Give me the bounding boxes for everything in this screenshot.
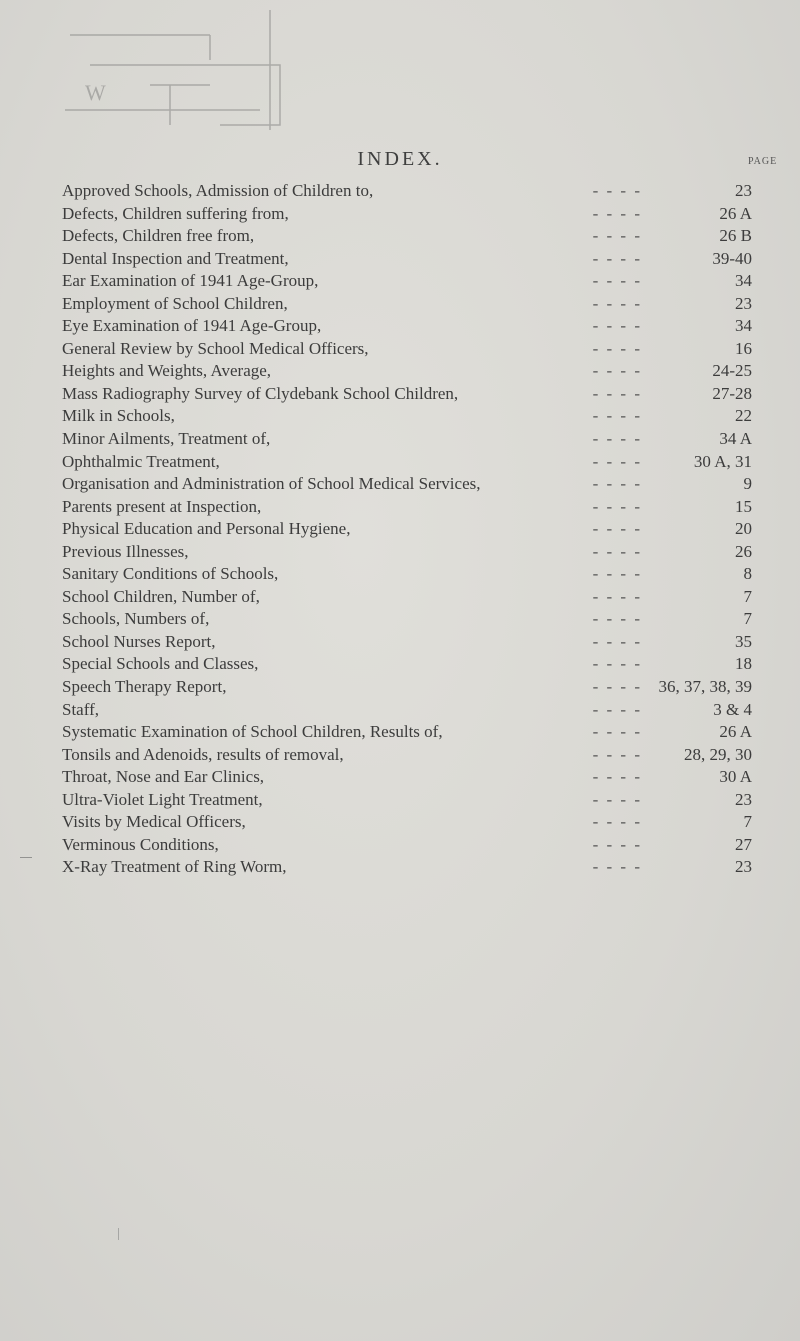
index-entry xyxy=(62,744,752,767)
index-entry-label: Minor Ailments, Treatment of, xyxy=(62,429,271,449)
dash-leader: - - - - xyxy=(592,744,642,764)
index-entry xyxy=(62,496,752,519)
dash-leader: - - - - xyxy=(592,248,642,268)
index-entry-label: Ear Examination of 1941 Age-Group, xyxy=(62,271,319,291)
index-entry-label: Employment of School Children, xyxy=(62,293,288,313)
index-entry-label: Parents present at Inspection, xyxy=(62,496,262,516)
dash-leader: - - - - xyxy=(592,812,642,832)
dash-leader: - - - - xyxy=(592,226,642,246)
index-entry-label: Organisation and Administration of School Medical Services, xyxy=(62,474,481,494)
dash-leader: - - - - xyxy=(592,834,642,854)
index-entry xyxy=(62,270,752,293)
index-entry-page: 7 xyxy=(743,586,752,606)
index-entry-page: 18 xyxy=(735,654,752,674)
index-entry-label: Staff, xyxy=(62,699,99,719)
dash-leader: - - - - xyxy=(592,181,642,200)
index-title: INDEX. xyxy=(357,148,443,170)
index-entry-page: 23 xyxy=(735,293,752,313)
dash-leader: - - - - xyxy=(592,361,642,381)
index-entry xyxy=(62,338,752,361)
index-entry-page: 16 xyxy=(735,338,752,358)
index-entry-page: 23 xyxy=(735,857,752,877)
index-entry-page: 26 xyxy=(735,541,752,561)
index-entry-label: Approved Schools, Admission of Children to, xyxy=(62,181,374,200)
index-entry xyxy=(62,856,752,879)
dash-leader: - - - - xyxy=(592,609,642,629)
index-entry-page: 23 xyxy=(735,181,752,200)
index-entry-label: Visits by Medical Officers, xyxy=(62,812,246,832)
dash-leader: - - - - xyxy=(592,406,642,426)
index-entry xyxy=(62,360,752,383)
index-entry xyxy=(62,405,752,428)
index-entry xyxy=(62,315,752,338)
index-entry-page: 7 xyxy=(743,812,752,832)
dash-leader: - - - - xyxy=(592,767,642,787)
dash-leader: - - - - xyxy=(592,519,642,539)
dash-leader: - - - - xyxy=(592,496,642,516)
index-entry xyxy=(62,811,752,834)
dash-leader: - - - - xyxy=(592,541,642,561)
index-entry-label: Speech Therapy Report, xyxy=(62,677,227,697)
index-entry-page: 30 A, 31 xyxy=(693,451,752,471)
index-entry-label: Tonsils and Adenoids, results of removal, xyxy=(62,744,344,764)
index-entry-page: 3 & 4 xyxy=(713,699,752,719)
index-entry-label: Defects, Children free from, xyxy=(62,226,255,246)
index-entry-label: Ultra-Violet Light Treatment, xyxy=(62,789,263,809)
index-entry-page: 28, 29, 30 xyxy=(684,744,752,764)
index-entry-page: 34 xyxy=(735,271,752,291)
index-entry-label: School Nurses Report, xyxy=(62,631,216,651)
index-entry-label: Eye Examination of 1941 Age-Group, xyxy=(62,316,322,336)
index-entry-label: Systematic Examination of School Children, Results of, xyxy=(62,722,443,742)
index-entry-label: Defects, Children suffering from, xyxy=(62,203,289,223)
svg-text:W: W xyxy=(85,80,106,105)
index-entry-page: 24-25 xyxy=(712,361,752,381)
index-entry-label: X-Ray Treatment of Ring Worm, xyxy=(62,857,287,877)
index-entry-page: 36, 37, 38, 39 xyxy=(658,677,752,697)
index-entry xyxy=(62,293,752,316)
scan-mark xyxy=(20,857,32,858)
dash-leader: - - - - xyxy=(592,338,642,358)
dash-leader: - - - - xyxy=(592,383,642,403)
dash-leader: - - - - xyxy=(592,564,642,584)
index-entry-page: 26 B xyxy=(719,226,752,246)
index-entry xyxy=(62,608,752,631)
index-entry xyxy=(62,586,752,609)
page-column-header: PAGE xyxy=(748,156,778,167)
index-entry-page: 8 xyxy=(743,564,752,584)
index-entry-label: Previous Illnesses, xyxy=(62,541,189,561)
index-entry-page: 22 xyxy=(735,406,752,426)
index-entry xyxy=(62,676,752,699)
index-entry-label: Schools, Numbers of, xyxy=(62,609,210,629)
index-entry-page: 7 xyxy=(743,609,752,629)
dash-leader: - - - - xyxy=(592,677,642,697)
index-entry-label: Dental Inspection and Treatment, xyxy=(62,248,289,268)
index-entry-label: Special Schools and Classes, xyxy=(62,654,259,674)
index-entry xyxy=(62,383,752,406)
index-entry-page: 34 xyxy=(735,316,752,336)
index-entry xyxy=(62,541,752,564)
index-entry-label: Ophthalmic Treatment, xyxy=(62,451,220,471)
index-entry xyxy=(62,766,752,789)
index-entry-label: School Children, Number of, xyxy=(62,586,260,606)
index-entry-label: Sanitary Conditions of Schools, xyxy=(62,564,279,584)
dash-leader: - - - - xyxy=(592,857,642,877)
dash-leader: - - - - xyxy=(592,722,642,742)
index-entry xyxy=(62,248,752,271)
dash-leader: - - - - xyxy=(592,203,642,223)
index-entry xyxy=(62,699,752,722)
index-entry-page: 15 xyxy=(735,496,752,516)
index-entry-label: Verminous Conditions, xyxy=(62,834,219,854)
index-entry xyxy=(62,203,752,226)
index-entry-page: 27 xyxy=(735,834,752,854)
index-entry xyxy=(62,180,752,203)
index-entry xyxy=(62,428,752,451)
index-entry-page: 26 A xyxy=(719,203,752,223)
index-entry-page: 35 xyxy=(735,631,752,651)
index-entry xyxy=(62,721,752,744)
index-entry-page: 20 xyxy=(735,519,752,539)
index-entry-label: Mass Radiography Survey of Clydebank School Children, xyxy=(62,383,459,403)
index-entry-page: 23 xyxy=(735,789,752,809)
dash-leader: - - - - xyxy=(592,654,642,674)
index-entry-label: Heights and Weights, Average, xyxy=(62,361,272,381)
index-entry xyxy=(62,653,752,676)
index-entry-page: 27-28 xyxy=(712,383,752,403)
index-entry-label: Physical Education and Personal Hygiene, xyxy=(62,519,351,539)
index-entry-page: 26 A xyxy=(719,722,752,742)
index-entry xyxy=(62,225,752,248)
index-entry xyxy=(62,789,752,812)
dash-leader: - - - - xyxy=(592,429,642,449)
index-entry xyxy=(62,563,752,586)
dash-leader: - - - - xyxy=(592,631,642,651)
dash-leader: - - - - xyxy=(592,293,642,313)
index-entry xyxy=(62,834,752,857)
dash-leader: - - - - xyxy=(592,316,642,336)
index-entry-page: 9 xyxy=(743,474,752,494)
index-entry-label: Milk in Schools, xyxy=(62,406,175,426)
index-list xyxy=(62,180,752,879)
index-entry xyxy=(62,631,752,654)
bleed-through-scan-artifact xyxy=(60,0,300,140)
dash-leader: - - - - xyxy=(592,271,642,291)
index-entry xyxy=(62,518,752,541)
dash-leader: - - - - xyxy=(592,699,642,719)
scan-mark xyxy=(118,1228,119,1240)
dash-leader: - - - - xyxy=(592,789,642,809)
index-entry-label: Throat, Nose and Ear Clinics, xyxy=(62,767,265,787)
index-entry-page: 30 A xyxy=(719,767,752,787)
index-entry-page: 39-40 xyxy=(712,248,752,268)
index-entry xyxy=(62,451,752,474)
dash-leader: - - - - xyxy=(592,586,642,606)
dash-leader: - - - - xyxy=(592,474,642,494)
index-entry-label: General Review by School Medical Officers, xyxy=(62,338,369,358)
dash-leader: - - - - xyxy=(592,451,642,471)
index-entry-page: 34 A xyxy=(719,429,752,449)
index-entry xyxy=(62,473,752,496)
